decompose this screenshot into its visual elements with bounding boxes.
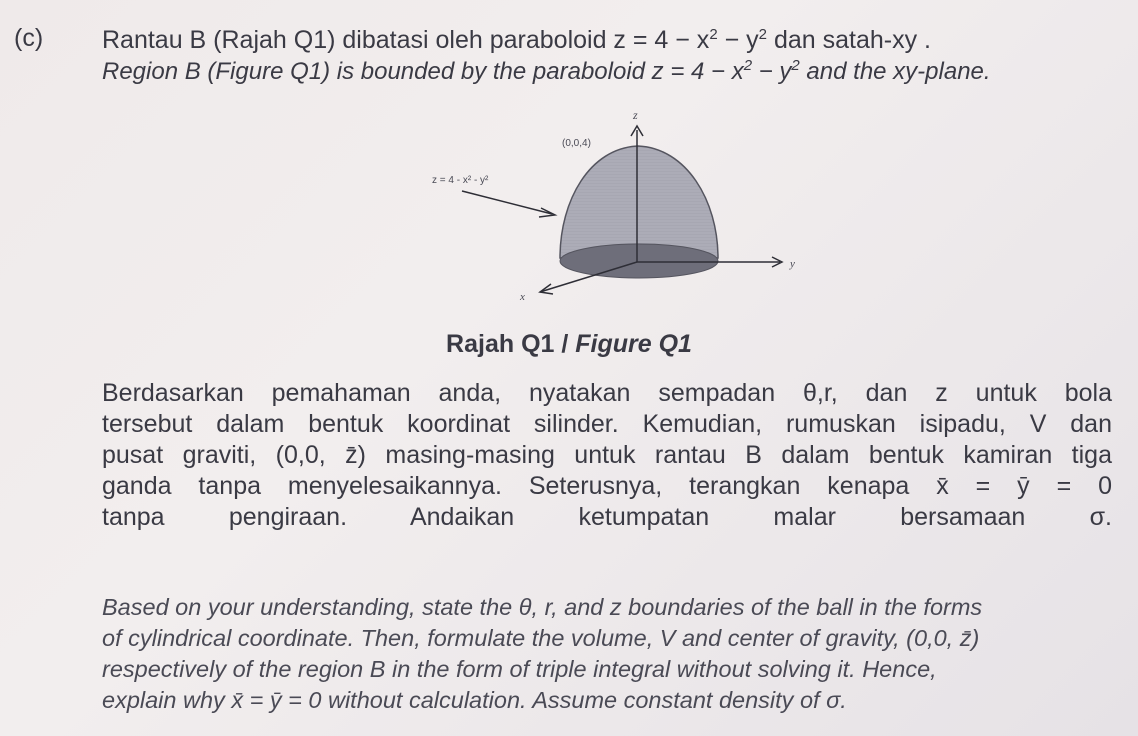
z-label: z [633, 108, 638, 122]
figure-caption: Rajah Q1 / Figure Q1 [446, 330, 692, 358]
english-line: respectively of the region B in the form of triple integral without solving it. Hence, [102, 656, 937, 682]
point-label: (0,0,4) [562, 138, 591, 149]
x-label: x [520, 291, 525, 303]
english-line: of cylindrical coordinate. Then, formulate the volume, V and center of gravity, (0,0, z̄) [102, 625, 980, 651]
malay-line: pusat graviti, (0,0, z̄) masing-masing untuk rantau B dalam bentuk kamiran tiga [102, 441, 1112, 469]
intro-malay: Rantau B (Rajah Q1) dibatasi oleh paraboloid $z = 4 - x^2 - y^2$ dan satah-xy . [102, 26, 931, 54]
surface-pointer [462, 191, 552, 214]
malay-paragraph [102, 378, 1112, 533]
base-disk [560, 244, 718, 278]
malay-line: ganda tanpa menyelesaikannya. Seterusnya, terangkan kenapa x̄ = ȳ = 0 [102, 472, 1112, 500]
surface-label: z = 4 - x² - y² [432, 175, 489, 186]
intro-english: Region B (Figure Q1) is bounded by the paraboloid $z = 4 - x^2 - y^2$ and the xy-plane. [102, 57, 991, 85]
english-line: explain why x̄ = ȳ = 0 without calculation. Assume constant density of σ. [102, 687, 847, 713]
malay-line: tanpa pengiraan. Andaikan ketumpatan malar bersamaan σ. [102, 503, 1112, 531]
english-paragraph [102, 592, 1112, 716]
english-line: Based on your understanding, state the θ, r, and z boundaries of the ball in the forms [102, 594, 983, 620]
question-label: (c) [14, 24, 44, 52]
y-label: y [790, 258, 795, 270]
malay-line: Berdasarkan pemahaman anda, nyatakan sempadan θ,r, dan z untuk bola [102, 379, 1112, 407]
malay-line: tersebut dalam bentuk koordinat silinder. Kemudian, rumuskan isipadu, V dan [102, 410, 1112, 438]
paraboloid-surface [560, 146, 718, 258]
